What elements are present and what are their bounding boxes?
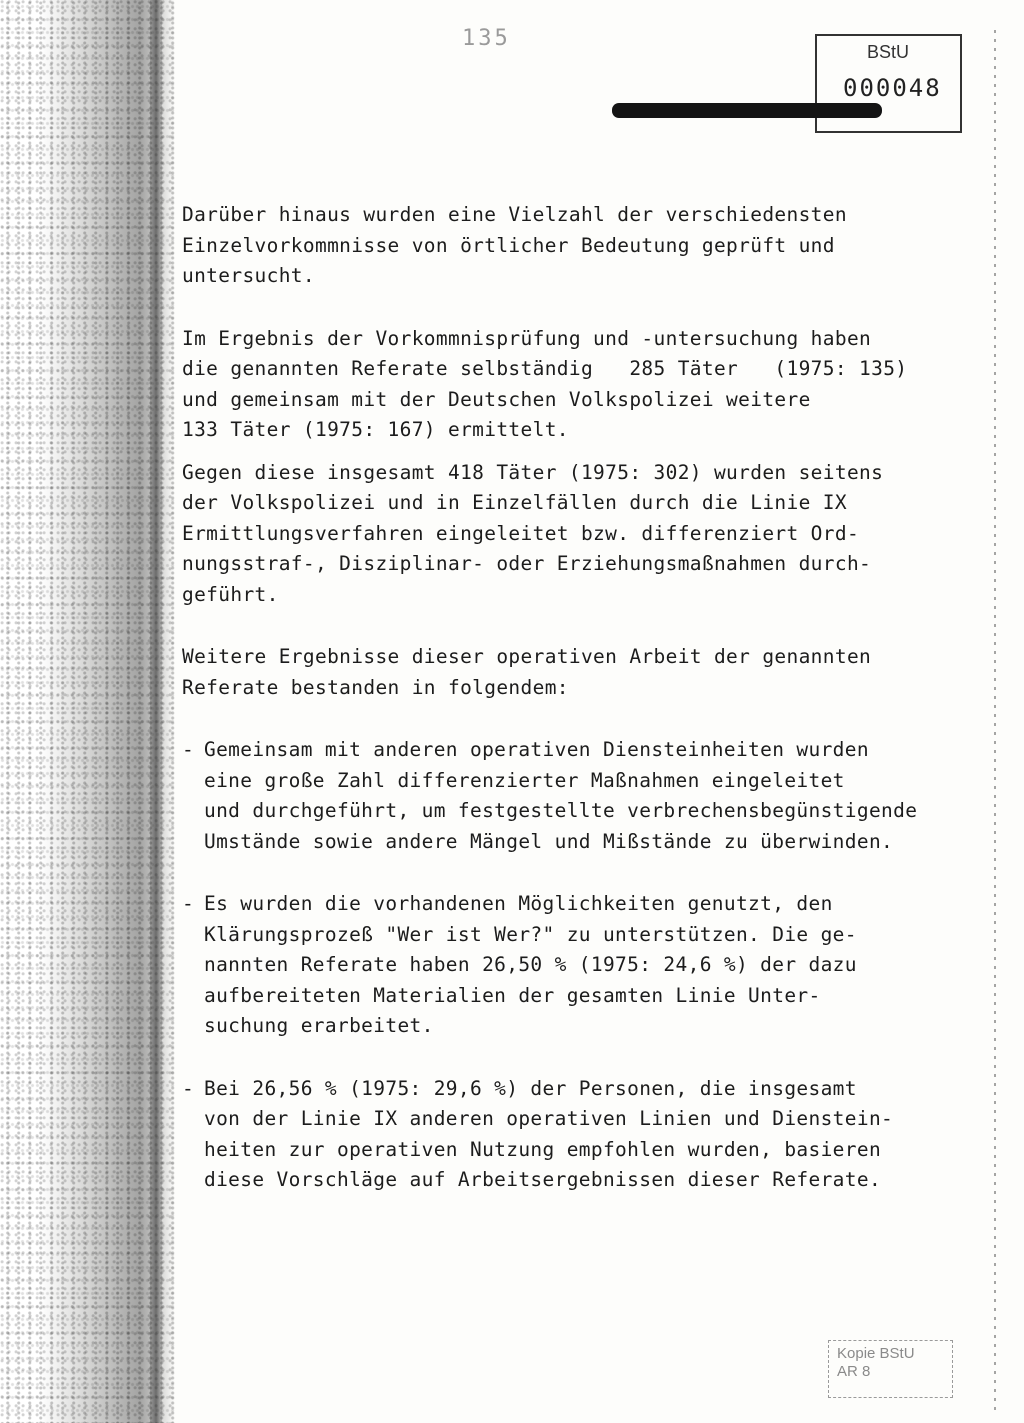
text-line: und gemeinsam mit der Deutschen Volkspolizei weitere xyxy=(182,387,811,411)
text-line: von der Linie IX anderen operativen Linien und Dienstein- xyxy=(204,1107,894,1130)
paragraph xyxy=(182,200,942,292)
text-line: und durchgeführt, um festgestellte verbrechensbegünstigende xyxy=(204,799,918,822)
bullet-list xyxy=(182,735,942,1196)
text-line: Umstände sowie andere Mängel und Mißstände zu überwinden. xyxy=(204,829,894,853)
text-line: der Volkspolizei und in Einzelfällen durch die Linie IX xyxy=(182,491,847,514)
text-line: suchung erarbeitet. xyxy=(204,1014,434,1037)
scan-right-edge xyxy=(994,30,996,1410)
stamp-number: 000048 xyxy=(843,74,942,102)
page-number: 135 xyxy=(462,26,511,51)
text-line: Klärungsprozeß "Wer ist Wer?" zu unterstützen. Die ge- xyxy=(204,922,857,946)
text-line: 133 Täter (1975: 167) ermittelt. xyxy=(182,418,569,441)
text-line: Referate bestanden in folgendem: xyxy=(182,675,569,699)
copy-stamp-line: Kopie BStU xyxy=(837,1345,915,1362)
text-line: aufbereiteten Materialien der gesamten Linie Unter- xyxy=(204,983,821,1007)
paragraph xyxy=(182,324,942,446)
text-line: Darüber hinaus wurden eine Vielzahl der verschiedensten xyxy=(182,203,847,226)
stamp-org: BStU xyxy=(867,42,910,62)
paragraph xyxy=(182,642,942,703)
text-line: untersucht. xyxy=(182,264,315,287)
text-line: Ermittlungsverfahren eingeleitet bzw. differenziert Ord- xyxy=(182,521,860,545)
scan-edge-shadow xyxy=(0,0,175,1423)
paragraph xyxy=(182,458,942,611)
text-line: nungsstraf-, Disziplinar- oder Erziehungsmaßnahmen durch- xyxy=(182,552,872,575)
text-line: Weitere Ergebnisse dieser operativen Arbeit der genannten xyxy=(182,645,872,668)
text-line: Gemeinsam mit anderen operativen Diensteinheiten wurden xyxy=(204,738,869,761)
text-line: Bei 26,56 % (1975: 29,6 %) der Personen, die insgesamt xyxy=(204,1076,857,1100)
text-line: nannten Referate haben 26,50 % (1975: 24,6 %) der dazu xyxy=(204,953,857,976)
list-item xyxy=(182,735,942,857)
copy-stamp xyxy=(828,1340,953,1398)
bullet-dash: - xyxy=(182,892,195,915)
archive-stamp xyxy=(815,34,962,133)
text-line: Gegen diese insgesamt 418 Täter (1975: 302) wurden seitens xyxy=(182,460,884,484)
text-line: eine große Zahl differenzierter Maßnahmen eingeleitet xyxy=(204,768,845,792)
text-line: geführt. xyxy=(182,582,279,606)
redaction-bar xyxy=(612,103,882,118)
bullet-dash: - xyxy=(182,738,195,761)
text-line: Es wurden die vorhandenen Möglichkeiten genutzt, den xyxy=(204,892,833,915)
bullet-dash: - xyxy=(182,1076,195,1100)
text-line: Im Ergebnis der Vorkommnisprüfung und -untersuchung haben xyxy=(182,326,872,350)
text-line: heiten zur operativen Nutzung empfohlen wurden, basieren xyxy=(204,1137,882,1161)
list-item xyxy=(182,1074,942,1196)
text-line: diese Vorschläge auf Arbeitsergebnissen dieser Referate. xyxy=(204,1168,882,1191)
copy-stamp-line: AR 8 xyxy=(837,1363,871,1380)
text-line: Einzelvorkommnisse von örtlicher Bedeutung geprüft und xyxy=(182,233,835,257)
document-body xyxy=(182,200,942,1196)
list-item xyxy=(182,889,942,1042)
text-line: die genannten Referate selbständig 285 Täter (1975: 135) xyxy=(182,357,908,380)
